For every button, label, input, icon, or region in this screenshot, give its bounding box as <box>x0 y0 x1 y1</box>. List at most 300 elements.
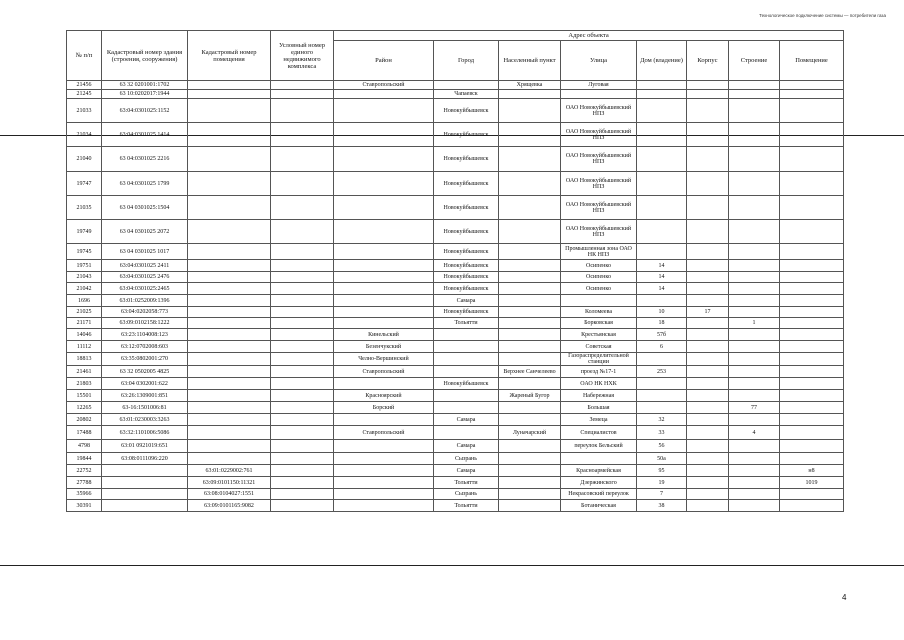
cell-korpus <box>687 260 729 272</box>
cell-pomeshchenie <box>780 260 844 272</box>
cell-locality <box>499 244 561 260</box>
cell-cond-num <box>271 123 334 147</box>
cell-cond-num <box>271 196 334 220</box>
cell-num: 4798 <box>67 440 102 453</box>
cell-stroenie <box>729 283 780 295</box>
cell-cond-num <box>271 99 334 123</box>
cell-cond-num <box>271 465 334 477</box>
cell-cad-building: 63:04 0302001:622 <box>102 378 188 390</box>
cell-street: Земеца <box>561 414 637 426</box>
cell-num: 11112 <box>67 341 102 353</box>
cell-pomeshchenie <box>780 390 844 402</box>
cell-locality <box>499 453 561 465</box>
cell-city: Новокуйбышевск <box>434 220 499 244</box>
cell-cond-num <box>271 329 334 341</box>
cell-street: Осипенко <box>561 283 637 295</box>
cell-pomeshchenie <box>780 378 844 390</box>
cell-street: Советская <box>561 341 637 353</box>
table-row <box>67 147 844 172</box>
cell-cad-building: 63:26:1309001:851 <box>102 390 188 402</box>
cell-pomeshchenie: н8 <box>780 465 844 477</box>
cell-district <box>334 99 434 123</box>
cell-korpus <box>687 147 729 172</box>
cell-korpus <box>687 390 729 402</box>
cell-stroenie <box>729 172 780 196</box>
cell-cad-building: 63 04 0301025 1017 <box>102 244 188 260</box>
cell-cad-room <box>188 81 271 90</box>
cell-house: 33 <box>637 426 687 440</box>
cell-cad-room <box>188 378 271 390</box>
cell-locality <box>499 489 561 500</box>
cell-district <box>334 489 434 500</box>
cell-city: Новокуйбышевск <box>434 378 499 390</box>
cell-pomeshchenie <box>780 81 844 90</box>
table-row <box>67 260 844 272</box>
cell-pomeshchenie <box>780 489 844 500</box>
cell-stroenie <box>729 147 780 172</box>
cell-city: Новокуйбышевск <box>434 260 499 272</box>
cell-street: ОАО Новокуйбышевский НПЗ <box>561 99 637 123</box>
cell-street: Коломеева <box>561 307 637 318</box>
cell-city <box>434 329 499 341</box>
cell-stroenie <box>729 196 780 220</box>
cell-city: Новокуйбышевск <box>434 244 499 260</box>
cell-street: ОАО Новокуйбышевский НПЗ <box>561 220 637 244</box>
cell-korpus <box>687 318 729 329</box>
cell-city: Новокуйбышевск <box>434 172 499 196</box>
cell-cad-building: 63-16:1501006:81 <box>102 402 188 414</box>
cell-district <box>334 295 434 307</box>
cell-locality <box>499 220 561 244</box>
table-row <box>67 477 844 489</box>
cell-locality <box>499 329 561 341</box>
table-row <box>67 90 844 99</box>
cell-district <box>334 307 434 318</box>
cell-num: 19844 <box>67 453 102 465</box>
cell-stroenie: 77 <box>729 402 780 414</box>
cell-cad-building: 63:32:1101006:5086 <box>102 426 188 440</box>
col-header-locality: Населенный пункт <box>499 41 561 81</box>
cell-korpus <box>687 477 729 489</box>
cell-cad-room <box>188 353 271 366</box>
cell-stroenie <box>729 453 780 465</box>
cell-cad-room: 63:08:0104027:1551 <box>188 489 271 500</box>
cell-locality <box>499 341 561 353</box>
cell-cad-building <box>102 465 188 477</box>
cell-district <box>334 147 434 172</box>
cell-pomeshchenie <box>780 283 844 295</box>
cell-cond-num <box>271 353 334 366</box>
cell-korpus <box>687 272 729 283</box>
cell-locality <box>499 477 561 489</box>
cell-pomeshchenie <box>780 353 844 366</box>
cell-locality <box>499 440 561 453</box>
cell-pomeshchenie <box>780 329 844 341</box>
cell-cond-num <box>271 402 334 414</box>
cell-cond-num <box>271 81 334 90</box>
table-row <box>67 402 844 414</box>
cell-city <box>434 341 499 353</box>
cell-stroenie <box>729 378 780 390</box>
cell-cad-room <box>188 172 271 196</box>
cell-locality <box>499 147 561 172</box>
cell-cond-num <box>271 414 334 426</box>
cell-house: 38 <box>637 500 687 512</box>
cell-pomeshchenie <box>780 123 844 147</box>
cell-cad-building: 63 04 0301025:1504 <box>102 196 188 220</box>
cell-korpus: 17 <box>687 307 729 318</box>
cell-num: 21456 <box>67 81 102 90</box>
cell-city: Новокуйбышевск <box>434 99 499 123</box>
cell-street: ОАО Новокуйбышевский НПЗ <box>561 196 637 220</box>
table-row <box>67 172 844 196</box>
cell-stroenie <box>729 307 780 318</box>
cell-num: 21171 <box>67 318 102 329</box>
cell-street <box>561 90 637 99</box>
cell-pomeshchenie: 1019 <box>780 477 844 489</box>
cell-pomeshchenie <box>780 440 844 453</box>
cell-district <box>334 260 434 272</box>
table-row <box>67 81 844 90</box>
cell-cad-room <box>188 123 271 147</box>
cell-cad-building: 63:04:0301025 1414 <box>102 123 188 147</box>
cell-street: ОАО Новокуйбышевский НПЗ <box>561 172 637 196</box>
cell-stroenie <box>729 260 780 272</box>
cell-house: 56 <box>637 440 687 453</box>
cell-korpus <box>687 283 729 295</box>
cell-district <box>334 453 434 465</box>
cell-cad-room <box>188 295 271 307</box>
cell-cad-room <box>188 90 271 99</box>
scan-line-bottom <box>0 565 904 566</box>
cell-cad-building: 63:09:0102158:1222 <box>102 318 188 329</box>
cell-pomeshchenie <box>780 147 844 172</box>
cell-cad-building <box>102 489 188 500</box>
cell-pomeshchenie <box>780 90 844 99</box>
cell-cad-room <box>188 260 271 272</box>
cell-cad-building: 63 32 0502005 4825 <box>102 366 188 378</box>
cell-stroenie <box>729 465 780 477</box>
cell-district <box>334 477 434 489</box>
cell-num: 21040 <box>67 147 102 172</box>
cell-cad-building: 63:23:1104008:123 <box>102 329 188 341</box>
cell-house: 14 <box>637 272 687 283</box>
cell-city <box>434 81 499 90</box>
cell-street: Красноармейская <box>561 465 637 477</box>
table-row <box>67 123 844 147</box>
cell-locality <box>499 414 561 426</box>
cell-num: 19749 <box>67 220 102 244</box>
cell-cond-num <box>271 341 334 353</box>
cell-cad-building: 63 04:0301025 1799 <box>102 172 188 196</box>
cell-city <box>434 390 499 402</box>
cell-house <box>637 220 687 244</box>
table-row <box>67 196 844 220</box>
cell-locality <box>499 196 561 220</box>
col-header-stroenie: Строение <box>729 41 780 81</box>
cell-korpus <box>687 90 729 99</box>
cell-house <box>637 295 687 307</box>
cell-street: Специалистов <box>561 426 637 440</box>
cell-korpus <box>687 489 729 500</box>
cell-street: Осипенко <box>561 272 637 283</box>
cell-city: Новокуйбышевск <box>434 196 499 220</box>
cell-korpus <box>687 366 729 378</box>
col-header-num: № п/п <box>67 31 102 81</box>
cell-locality <box>499 465 561 477</box>
cell-num: 1696 <box>67 295 102 307</box>
cell-locality <box>499 172 561 196</box>
cell-house <box>637 196 687 220</box>
cell-stroenie <box>729 99 780 123</box>
cell-korpus <box>687 426 729 440</box>
table-row <box>67 390 844 402</box>
cell-city: Тольятти <box>434 477 499 489</box>
cell-house <box>637 123 687 147</box>
cell-num: 21035 <box>67 196 102 220</box>
cell-cond-num <box>271 318 334 329</box>
cell-pomeshchenie <box>780 402 844 414</box>
cell-district <box>334 123 434 147</box>
table-row <box>67 440 844 453</box>
cell-cond-num <box>271 390 334 402</box>
cell-street <box>561 453 637 465</box>
cell-cad-room <box>188 307 271 318</box>
cell-cad-room <box>188 196 271 220</box>
cell-num: 27788 <box>67 477 102 489</box>
cell-cond-num <box>271 489 334 500</box>
cell-city: Чапаевск <box>434 90 499 99</box>
cell-cad-room <box>188 414 271 426</box>
cell-house: 57б <box>637 329 687 341</box>
cell-house <box>637 99 687 123</box>
cell-city: Сызрань <box>434 489 499 500</box>
cell-city: Сызрань <box>434 453 499 465</box>
cell-locality: Хрящевка <box>499 81 561 90</box>
cell-cond-num <box>271 378 334 390</box>
cell-cad-building: 63:04:0301025:2465 <box>102 283 188 295</box>
cell-cad-building: 63:04:0301025 2411 <box>102 260 188 272</box>
cell-stroenie <box>729 244 780 260</box>
col-header-cad-building: Кадастровый номер здания (строения, сооружения) <box>102 31 188 81</box>
cell-locality <box>499 90 561 99</box>
cell-district: Кинельский <box>334 329 434 341</box>
cell-district: Борский <box>334 402 434 414</box>
cell-cad-room <box>188 272 271 283</box>
cell-city <box>434 402 499 414</box>
cell-locality <box>499 260 561 272</box>
cell-cond-num <box>271 147 334 172</box>
cell-cad-building: 63:04:0301025:1152 <box>102 99 188 123</box>
cell-korpus <box>687 220 729 244</box>
cell-house <box>637 172 687 196</box>
cell-street: Промышленная зона ОАО НК НПЗ <box>561 244 637 260</box>
table-row <box>67 341 844 353</box>
table-row <box>67 353 844 366</box>
cell-locality <box>499 318 561 329</box>
cell-city: Самара <box>434 440 499 453</box>
cell-city: Новокуйбышевск <box>434 147 499 172</box>
cell-stroenie <box>729 489 780 500</box>
cell-city: Новокуйбышевск <box>434 307 499 318</box>
cell-stroenie <box>729 220 780 244</box>
cell-num: 21042 <box>67 283 102 295</box>
cell-stroenie: 4 <box>729 426 780 440</box>
header-note: Технологическое подключение системы — потребители газа <box>759 13 886 18</box>
cell-korpus <box>687 196 729 220</box>
table-row <box>67 272 844 283</box>
cell-num: 21245 <box>67 90 102 99</box>
cell-korpus <box>687 295 729 307</box>
cell-city <box>434 353 499 366</box>
cell-house <box>637 81 687 90</box>
cell-street: Набережная <box>561 390 637 402</box>
cell-pomeshchenie <box>780 341 844 353</box>
cell-street: Борковская <box>561 318 637 329</box>
cell-korpus <box>687 123 729 147</box>
cell-stroenie <box>729 341 780 353</box>
cell-num: 19745 <box>67 244 102 260</box>
cell-cad-room: 63:09:0101165:9082 <box>188 500 271 512</box>
cell-district: Красноярский <box>334 390 434 402</box>
table-row <box>67 283 844 295</box>
cell-district <box>334 500 434 512</box>
cell-num: 21034 <box>67 123 102 147</box>
table-row <box>67 453 844 465</box>
cell-street: Луговая <box>561 81 637 90</box>
cell-street: Газораспределительной станции <box>561 353 637 366</box>
cell-pomeshchenie <box>780 366 844 378</box>
col-header-city: Город <box>434 41 499 81</box>
cell-cad-building: 63:04:0202058:773 <box>102 307 188 318</box>
cell-street: Осипенко <box>561 260 637 272</box>
cell-cond-num <box>271 244 334 260</box>
cell-house: 14 <box>637 283 687 295</box>
cell-cad-room <box>188 244 271 260</box>
cell-cond-num <box>271 426 334 440</box>
cell-locality <box>499 272 561 283</box>
table-row <box>67 378 844 390</box>
cell-cond-num <box>271 283 334 295</box>
cell-pomeshchenie <box>780 172 844 196</box>
cell-cond-num <box>271 172 334 196</box>
cell-stroenie <box>729 123 780 147</box>
cell-locality: Жареный Бугор <box>499 390 561 402</box>
cell-cad-building: 63 04 0301025 2072 <box>102 220 188 244</box>
cell-pomeshchenie <box>780 295 844 307</box>
table-row <box>67 329 844 341</box>
cell-street: Дзержинского <box>561 477 637 489</box>
cell-city: Новокуйбышевск <box>434 283 499 295</box>
cell-korpus <box>687 329 729 341</box>
cell-pomeshchenie <box>780 414 844 426</box>
col-header-house: Дом (владение) <box>637 41 687 81</box>
cell-house <box>637 378 687 390</box>
cell-cond-num <box>271 453 334 465</box>
cell-street: ОАО Новокуйбышевский НПЗ <box>561 123 637 147</box>
cell-cad-room: 63:01:0229002:761 <box>188 465 271 477</box>
cell-num: 30391 <box>67 500 102 512</box>
cell-pomeshchenie <box>780 307 844 318</box>
cell-cad-building: 63 04:0301025 2216 <box>102 147 188 172</box>
cell-district <box>334 465 434 477</box>
cell-house: 14 <box>637 260 687 272</box>
col-header-cad-room: Кадастровый номер помещения <box>188 31 271 81</box>
cell-locality <box>499 353 561 366</box>
cell-cad-room <box>188 440 271 453</box>
table-row <box>67 414 844 426</box>
cell-korpus <box>687 453 729 465</box>
table-row <box>67 465 844 477</box>
cell-stroenie <box>729 440 780 453</box>
cell-house: 10 <box>637 307 687 318</box>
cell-korpus <box>687 440 729 453</box>
cell-locality <box>499 123 561 147</box>
cell-korpus <box>687 500 729 512</box>
col-header-korpus: Корпус <box>687 41 729 81</box>
cell-cad-room <box>188 318 271 329</box>
cell-cond-num <box>271 90 334 99</box>
cell-stroenie <box>729 477 780 489</box>
cell-street: ОАО НК НХК <box>561 378 637 390</box>
table-row <box>67 220 844 244</box>
cell-korpus <box>687 378 729 390</box>
cell-num: 21461 <box>67 366 102 378</box>
cell-district <box>334 440 434 453</box>
cell-num: 21025 <box>67 307 102 318</box>
cell-pomeshchenie <box>780 272 844 283</box>
cell-locality <box>499 378 561 390</box>
table-row <box>67 489 844 500</box>
cell-city <box>434 426 499 440</box>
cell-district: Ставропольский <box>334 81 434 90</box>
cell-district <box>334 196 434 220</box>
cell-stroenie <box>729 329 780 341</box>
col-header-street: Улица <box>561 41 637 81</box>
cell-korpus <box>687 81 729 90</box>
cell-cond-num <box>271 307 334 318</box>
cell-stroenie <box>729 353 780 366</box>
cell-cad-building: 63 10:0202017:1944 <box>102 90 188 99</box>
cell-house: 50а <box>637 453 687 465</box>
cell-cad-room <box>188 99 271 123</box>
cell-cond-num <box>271 272 334 283</box>
col-header-address-group: Адрес объекта <box>334 31 844 41</box>
cell-num: 19751 <box>67 260 102 272</box>
cell-city: Самара <box>434 465 499 477</box>
cell-korpus <box>687 341 729 353</box>
cell-korpus <box>687 414 729 426</box>
cell-district <box>334 220 434 244</box>
cell-house <box>637 90 687 99</box>
cell-locality <box>499 99 561 123</box>
cell-house <box>637 147 687 172</box>
registry-table <box>66 30 844 512</box>
cell-stroenie <box>729 414 780 426</box>
cell-house: 18 <box>637 318 687 329</box>
cell-pomeshchenie <box>780 220 844 244</box>
cell-house <box>637 390 687 402</box>
cell-street: Ботаническая <box>561 500 637 512</box>
cell-city <box>434 366 499 378</box>
cell-num: 21803 <box>67 378 102 390</box>
cell-locality: Верхнее Санчелеево <box>499 366 561 378</box>
cell-num: 15501 <box>67 390 102 402</box>
cell-city: Новокуйбышевск <box>434 123 499 147</box>
cell-pomeshchenie <box>780 318 844 329</box>
cell-locality <box>499 402 561 414</box>
cell-street: Крестьянская <box>561 329 637 341</box>
